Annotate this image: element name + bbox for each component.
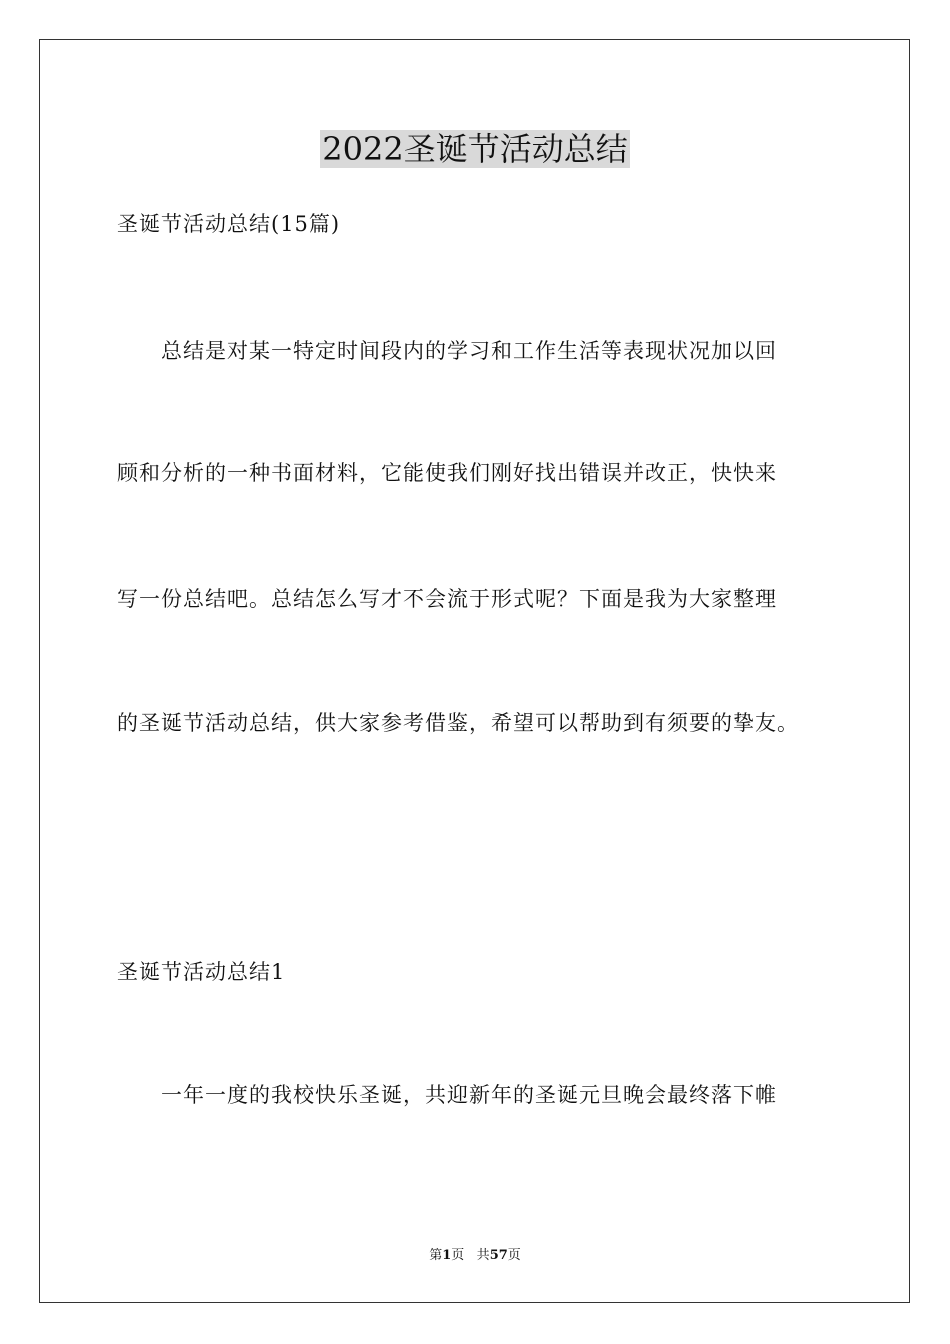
document-title bbox=[0, 125, 950, 173]
section-paragraph-line: 一年一度的我校快乐圣诞，共迎新年的圣诞元旦晚会最终落下帷 bbox=[117, 1083, 777, 1107]
document-subtitle: 圣诞节活动总结(15篇) bbox=[117, 212, 341, 236]
intro-line-3: 写一份总结吧。总结怎么写才不会流于形式呢？下面是我为大家整理 bbox=[117, 587, 777, 611]
document-title-text: 2022圣诞节活动总结 bbox=[322, 130, 628, 168]
footer-page-number: 1 bbox=[442, 1248, 452, 1263]
intro-line-1: 总结是对某一特定时间段内的学习和工作生活等表现状况加以回 bbox=[117, 339, 777, 363]
footer-prefix: 第 bbox=[429, 1248, 443, 1263]
footer-page-unit: 页 bbox=[451, 1248, 465, 1263]
footer-total-pages: 57 bbox=[489, 1248, 508, 1263]
footer-total-prefix: 共 bbox=[476, 1248, 490, 1263]
page-footer bbox=[0, 1247, 950, 1265]
intro-line-4: 的圣诞节活动总结，供大家参考借鉴，希望可以帮助到有须要的挚友。 bbox=[117, 711, 799, 735]
footer-total-unit: 页 bbox=[507, 1248, 521, 1263]
intro-line-2: 顾和分析的一种书面材料，它能使我们刚好找出错误并改正，快快来 bbox=[117, 461, 777, 485]
section-heading: 圣诞节活动总结1 bbox=[117, 960, 286, 984]
